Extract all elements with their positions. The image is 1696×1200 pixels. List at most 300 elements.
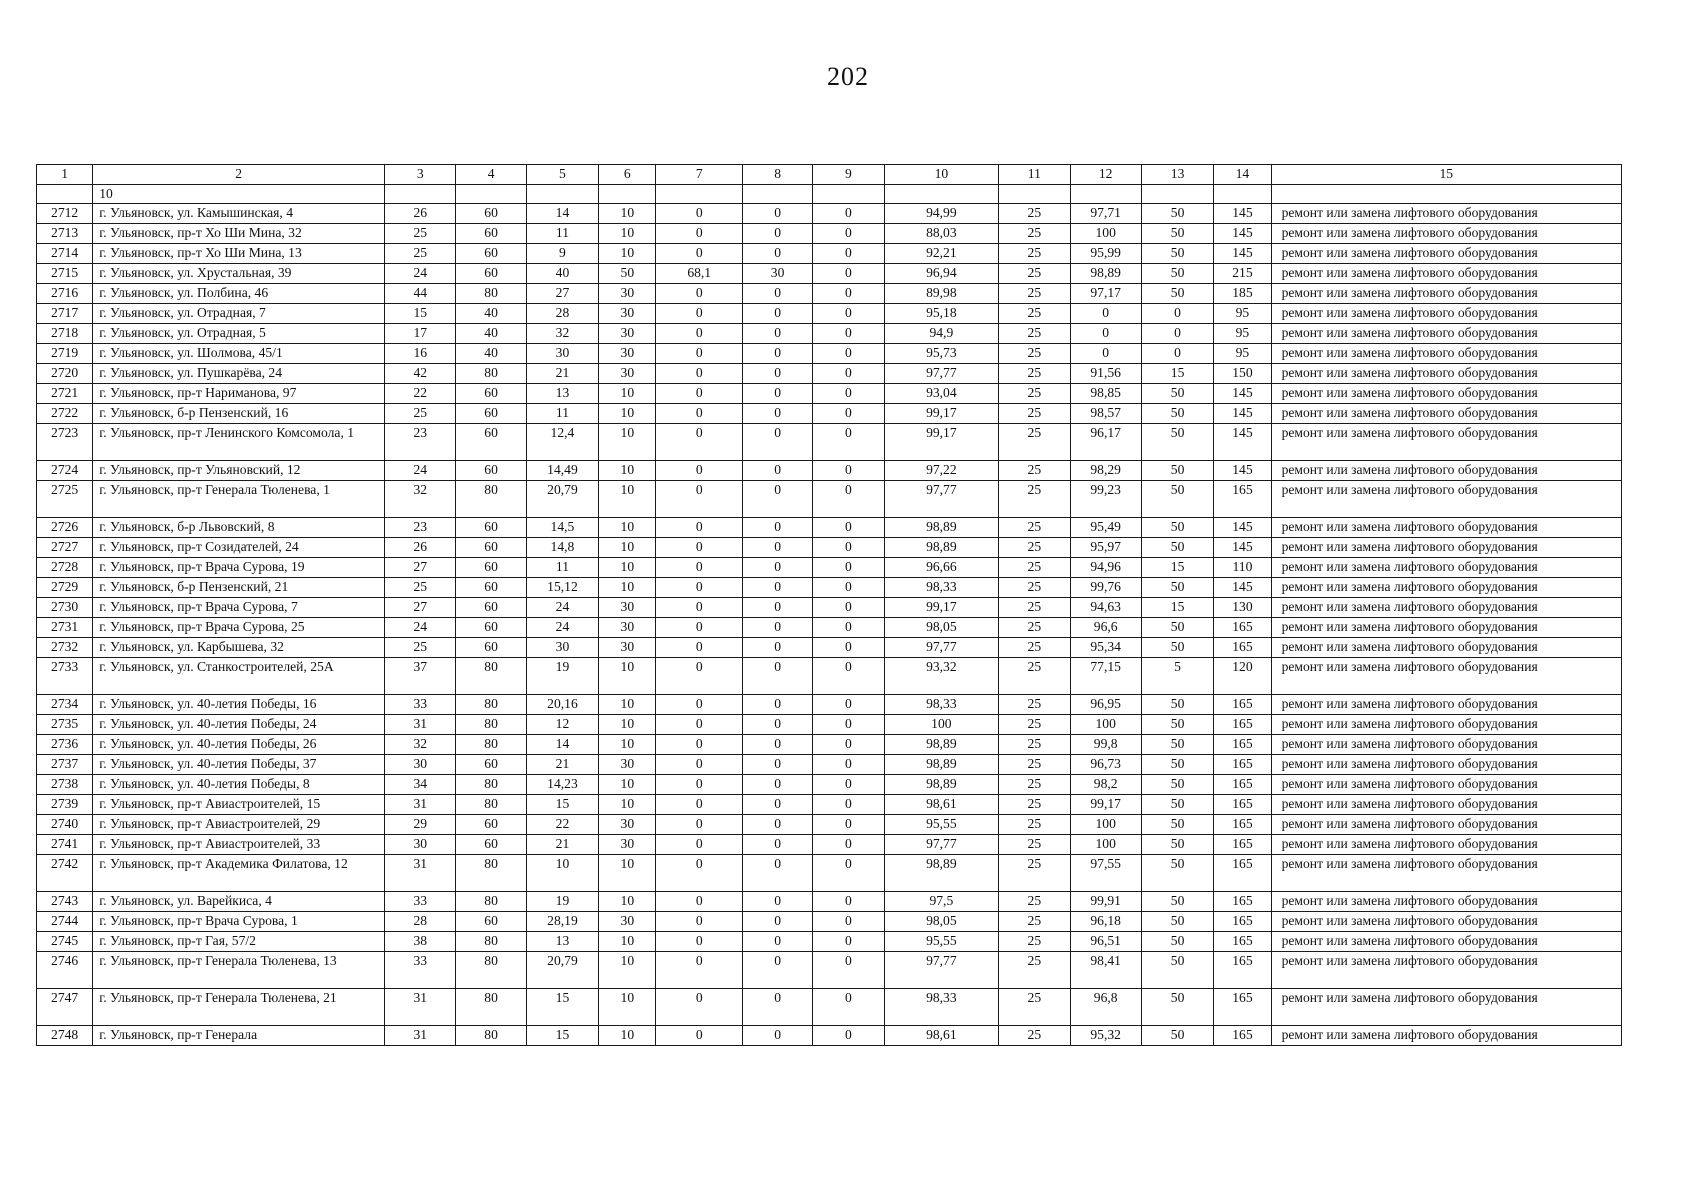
value-cell: 96,17 bbox=[1070, 424, 1141, 461]
value-cell: 0 bbox=[742, 364, 812, 384]
value-cell: 40 bbox=[526, 264, 598, 284]
table-row bbox=[37, 598, 1622, 618]
value-cell: 25 bbox=[999, 715, 1070, 735]
value-cell: 0 bbox=[813, 795, 884, 815]
value-cell: 0 bbox=[656, 578, 742, 598]
value-cell: 50 bbox=[1141, 204, 1213, 224]
value-cell: 30 bbox=[742, 264, 812, 284]
value-cell: 150 bbox=[1214, 364, 1271, 384]
address-cell: г. Ульяновск, б-р Пензенский, 16 bbox=[93, 404, 385, 424]
row-number-cell: 2742 bbox=[37, 855, 93, 892]
value-cell: 25 bbox=[999, 324, 1070, 344]
value-cell: 11 bbox=[526, 224, 598, 244]
work-type-cell: ремонт или замена лифтового оборудования bbox=[1271, 735, 1621, 755]
value-cell: 80 bbox=[456, 855, 526, 892]
value-cell: 11 bbox=[526, 404, 598, 424]
value-cell: 32 bbox=[385, 735, 456, 755]
value-cell: 98,2 bbox=[1070, 775, 1141, 795]
value-cell: 95,34 bbox=[1070, 638, 1141, 658]
value-cell: 0 bbox=[742, 461, 812, 481]
value-cell: 10 bbox=[599, 715, 656, 735]
value-cell: 0 bbox=[742, 755, 812, 775]
value-cell: 91,56 bbox=[1070, 364, 1141, 384]
value-cell: 95,73 bbox=[884, 344, 999, 364]
value-cell: 50 bbox=[1141, 715, 1213, 735]
value-cell: 98,61 bbox=[884, 795, 999, 815]
value-cell: 95,18 bbox=[884, 304, 999, 324]
row-number-cell: 2715 bbox=[37, 264, 93, 284]
value-cell: 0 bbox=[656, 932, 742, 952]
value-cell: 96,66 bbox=[884, 558, 999, 578]
address-cell: г. Ульяновск, пр-т Генерала bbox=[93, 1026, 385, 1046]
value-cell: 50 bbox=[1141, 952, 1213, 989]
value-cell: 0 bbox=[742, 658, 812, 695]
value-cell: 0 bbox=[1070, 304, 1141, 324]
value-cell: 10 bbox=[599, 892, 656, 912]
work-type-cell: ремонт или замена лифтового оборудования bbox=[1271, 695, 1621, 715]
value-cell: 97,22 bbox=[884, 461, 999, 481]
value-cell: 97,77 bbox=[884, 638, 999, 658]
value-cell: 29 bbox=[385, 815, 456, 835]
value-cell: 98,89 bbox=[884, 538, 999, 558]
value-cell: 97,71 bbox=[1070, 204, 1141, 224]
value-cell: 60 bbox=[456, 244, 526, 264]
value-cell: 77,15 bbox=[1070, 658, 1141, 695]
row-number-cell: 2732 bbox=[37, 638, 93, 658]
work-type-cell: ремонт или замена лифтового оборудования bbox=[1271, 892, 1621, 912]
value-cell: 98,89 bbox=[884, 518, 999, 538]
section-empty-cell bbox=[742, 185, 812, 204]
table-row bbox=[37, 715, 1622, 735]
value-cell: 30 bbox=[599, 755, 656, 775]
value-cell: 0 bbox=[813, 835, 884, 855]
row-number-cell: 2741 bbox=[37, 835, 93, 855]
value-cell: 10 bbox=[599, 952, 656, 989]
value-cell: 40 bbox=[456, 344, 526, 364]
table-row bbox=[37, 284, 1622, 304]
value-cell: 100 bbox=[884, 715, 999, 735]
value-cell: 23 bbox=[385, 518, 456, 538]
table-row bbox=[37, 618, 1622, 638]
value-cell: 0 bbox=[656, 404, 742, 424]
work-type-cell: ремонт или замена лифтового оборудования bbox=[1271, 578, 1621, 598]
value-cell: 0 bbox=[742, 638, 812, 658]
address-cell: г. Ульяновск, пр-т Генерала Тюленева, 13 bbox=[93, 952, 385, 989]
value-cell: 0 bbox=[742, 404, 812, 424]
row-number-cell: 2737 bbox=[37, 755, 93, 775]
table-row bbox=[37, 344, 1622, 364]
value-cell: 27 bbox=[526, 284, 598, 304]
work-type-cell: ремонт или замена лифтового оборудования bbox=[1271, 1026, 1621, 1046]
value-cell: 60 bbox=[456, 638, 526, 658]
value-cell: 25 bbox=[999, 558, 1070, 578]
row-number-cell: 2747 bbox=[37, 989, 93, 1026]
value-cell: 30 bbox=[599, 835, 656, 855]
table-row bbox=[37, 755, 1622, 775]
address-cell: г. Ульяновск, ул. Станкостроителей, 25А bbox=[93, 658, 385, 695]
section-empty-cell bbox=[884, 185, 999, 204]
value-cell: 0 bbox=[813, 204, 884, 224]
value-cell: 95 bbox=[1214, 324, 1271, 344]
row-number-cell: 2744 bbox=[37, 912, 93, 932]
value-cell: 15,12 bbox=[526, 578, 598, 598]
value-cell: 24 bbox=[385, 618, 456, 638]
row-number-cell: 2720 bbox=[37, 364, 93, 384]
column-number: 11 bbox=[999, 165, 1070, 185]
table-row bbox=[37, 304, 1622, 324]
value-cell: 98,89 bbox=[884, 735, 999, 755]
value-cell: 0 bbox=[813, 424, 884, 461]
value-cell: 80 bbox=[456, 695, 526, 715]
value-cell: 80 bbox=[456, 952, 526, 989]
table-row bbox=[37, 835, 1622, 855]
value-cell: 10 bbox=[599, 424, 656, 461]
value-cell: 0 bbox=[1141, 324, 1213, 344]
value-cell: 98,05 bbox=[884, 618, 999, 638]
value-cell: 22 bbox=[385, 384, 456, 404]
value-cell: 10 bbox=[599, 932, 656, 952]
value-cell: 98,33 bbox=[884, 578, 999, 598]
value-cell: 145 bbox=[1214, 578, 1271, 598]
table-row bbox=[37, 578, 1622, 598]
value-cell: 10 bbox=[599, 795, 656, 815]
value-cell: 60 bbox=[456, 518, 526, 538]
value-cell: 25 bbox=[999, 989, 1070, 1026]
value-cell: 99,23 bbox=[1070, 481, 1141, 518]
value-cell: 0 bbox=[813, 518, 884, 538]
value-cell: 30 bbox=[385, 755, 456, 775]
work-type-cell: ремонт или замена лифтового оборудования bbox=[1271, 384, 1621, 404]
value-cell: 80 bbox=[456, 1026, 526, 1046]
row-number-cell: 2717 bbox=[37, 304, 93, 324]
value-cell: 0 bbox=[813, 224, 884, 244]
row-number-cell: 2740 bbox=[37, 815, 93, 835]
value-cell: 27 bbox=[385, 558, 456, 578]
value-cell: 80 bbox=[456, 284, 526, 304]
table-row bbox=[37, 224, 1622, 244]
address-cell: г. Ульяновск, пр-т Хо Ши Мина, 13 bbox=[93, 244, 385, 264]
column-number: 12 bbox=[1070, 165, 1141, 185]
value-cell: 68,1 bbox=[656, 264, 742, 284]
address-cell: г. Ульяновск, пр-т Генерала Тюленева, 1 bbox=[93, 481, 385, 518]
value-cell: 94,9 bbox=[884, 324, 999, 344]
row-number-cell: 2727 bbox=[37, 538, 93, 558]
work-type-cell: ремонт или замена лифтового оборудования bbox=[1271, 264, 1621, 284]
work-type-cell: ремонт или замена лифтового оборудования bbox=[1271, 424, 1621, 461]
value-cell: 97,55 bbox=[1070, 855, 1141, 892]
address-cell: г. Ульяновск, пр-т Авиастроителей, 29 bbox=[93, 815, 385, 835]
value-cell: 25 bbox=[999, 284, 1070, 304]
column-number: 14 bbox=[1214, 165, 1271, 185]
table-row bbox=[37, 461, 1622, 481]
table-row bbox=[37, 518, 1622, 538]
value-cell: 15 bbox=[1141, 598, 1213, 618]
value-cell: 0 bbox=[813, 598, 884, 618]
value-cell: 0 bbox=[813, 735, 884, 755]
value-cell: 50 bbox=[1141, 638, 1213, 658]
value-cell: 0 bbox=[656, 384, 742, 404]
value-cell: 96,95 bbox=[1070, 695, 1141, 715]
value-cell: 30 bbox=[599, 284, 656, 304]
value-cell: 15 bbox=[1141, 364, 1213, 384]
value-cell: 0 bbox=[813, 364, 884, 384]
value-cell: 99,17 bbox=[884, 404, 999, 424]
value-cell: 13 bbox=[526, 384, 598, 404]
table-row bbox=[37, 912, 1622, 932]
value-cell: 89,98 bbox=[884, 284, 999, 304]
section-empty-cell bbox=[37, 185, 93, 204]
table-row bbox=[37, 424, 1622, 461]
value-cell: 0 bbox=[742, 244, 812, 264]
value-cell: 37 bbox=[385, 658, 456, 695]
value-cell: 97,77 bbox=[884, 481, 999, 518]
section-label: 10 bbox=[93, 185, 385, 204]
value-cell: 30 bbox=[526, 638, 598, 658]
data-table bbox=[36, 164, 1622, 1046]
value-cell: 30 bbox=[599, 638, 656, 658]
value-cell: 25 bbox=[999, 795, 1070, 815]
value-cell: 17 bbox=[385, 324, 456, 344]
row-number-cell: 2722 bbox=[37, 404, 93, 424]
value-cell: 25 bbox=[999, 364, 1070, 384]
value-cell: 165 bbox=[1214, 952, 1271, 989]
work-type-cell: ремонт или замена лифтового оборудования bbox=[1271, 795, 1621, 815]
table-row bbox=[37, 204, 1622, 224]
value-cell: 60 bbox=[456, 618, 526, 638]
value-cell: 60 bbox=[456, 404, 526, 424]
value-cell: 27 bbox=[385, 598, 456, 618]
value-cell: 30 bbox=[599, 598, 656, 618]
row-number-cell: 2735 bbox=[37, 715, 93, 735]
value-cell: 97,77 bbox=[884, 835, 999, 855]
value-cell: 0 bbox=[813, 481, 884, 518]
value-cell: 20,16 bbox=[526, 695, 598, 715]
value-cell: 80 bbox=[456, 892, 526, 912]
value-cell: 0 bbox=[813, 244, 884, 264]
work-type-cell: ремонт или замена лифтового оборудования bbox=[1271, 304, 1621, 324]
work-type-cell: ремонт или замена лифтового оборудования bbox=[1271, 715, 1621, 735]
address-cell: г. Ульяновск, пр-т Авиастроителей, 15 bbox=[93, 795, 385, 815]
value-cell: 30 bbox=[599, 324, 656, 344]
value-cell: 10 bbox=[599, 658, 656, 695]
value-cell: 0 bbox=[742, 518, 812, 538]
column-number: 5 bbox=[526, 165, 598, 185]
value-cell: 95,49 bbox=[1070, 518, 1141, 538]
value-cell: 0 bbox=[813, 775, 884, 795]
value-cell: 33 bbox=[385, 952, 456, 989]
value-cell: 98,61 bbox=[884, 1026, 999, 1046]
value-cell: 0 bbox=[656, 912, 742, 932]
value-cell: 99,17 bbox=[884, 424, 999, 461]
value-cell: 25 bbox=[385, 224, 456, 244]
value-cell: 98,33 bbox=[884, 695, 999, 715]
value-cell: 0 bbox=[742, 1026, 812, 1046]
value-cell: 98,89 bbox=[884, 775, 999, 795]
address-cell: г. Ульяновск, ул. 40-летия Победы, 8 bbox=[93, 775, 385, 795]
work-type-cell: ремонт или замена лифтового оборудования bbox=[1271, 364, 1621, 384]
value-cell: 145 bbox=[1214, 224, 1271, 244]
value-cell: 32 bbox=[385, 481, 456, 518]
address-cell: г. Ульяновск, пр-т Хо Ши Мина, 32 bbox=[93, 224, 385, 244]
value-cell: 50 bbox=[1141, 695, 1213, 715]
address-cell: г. Ульяновск, пр-т Ульяновский, 12 bbox=[93, 461, 385, 481]
row-number-cell: 2734 bbox=[37, 695, 93, 715]
section-empty-cell bbox=[656, 185, 742, 204]
value-cell: 0 bbox=[656, 538, 742, 558]
address-cell: г. Ульяновск, пр-т Гая, 57/2 bbox=[93, 932, 385, 952]
work-type-cell: ремонт или замена лифтового оборудования bbox=[1271, 598, 1621, 618]
value-cell: 50 bbox=[1141, 481, 1213, 518]
work-type-cell: ремонт или замена лифтового оборудования bbox=[1271, 775, 1621, 795]
value-cell: 80 bbox=[456, 481, 526, 518]
value-cell: 0 bbox=[742, 695, 812, 715]
value-cell: 80 bbox=[456, 715, 526, 735]
value-cell: 25 bbox=[999, 912, 1070, 932]
value-cell: 21 bbox=[526, 835, 598, 855]
section-empty-cell bbox=[599, 185, 656, 204]
table-row bbox=[37, 1026, 1622, 1046]
value-cell: 25 bbox=[385, 404, 456, 424]
value-cell: 0 bbox=[656, 244, 742, 264]
value-cell: 25 bbox=[999, 481, 1070, 518]
page-number: 202 bbox=[827, 62, 869, 91]
value-cell: 145 bbox=[1214, 424, 1271, 461]
row-number-cell: 2713 bbox=[37, 224, 93, 244]
value-cell: 24 bbox=[526, 598, 598, 618]
value-cell: 0 bbox=[813, 1026, 884, 1046]
value-cell: 10 bbox=[599, 461, 656, 481]
value-cell: 19 bbox=[526, 892, 598, 912]
value-cell: 50 bbox=[1141, 795, 1213, 815]
value-cell: 0 bbox=[656, 284, 742, 304]
section-row bbox=[37, 185, 1622, 204]
value-cell: 0 bbox=[813, 658, 884, 695]
value-cell: 50 bbox=[1141, 404, 1213, 424]
value-cell: 145 bbox=[1214, 204, 1271, 224]
table-row bbox=[37, 481, 1622, 518]
value-cell: 80 bbox=[456, 658, 526, 695]
value-cell: 14,23 bbox=[526, 775, 598, 795]
column-number: 2 bbox=[93, 165, 385, 185]
value-cell: 0 bbox=[813, 284, 884, 304]
table-row bbox=[37, 658, 1622, 695]
value-cell: 80 bbox=[456, 775, 526, 795]
value-cell: 25 bbox=[999, 264, 1070, 284]
section-empty-cell bbox=[999, 185, 1070, 204]
value-cell: 25 bbox=[999, 735, 1070, 755]
value-cell: 120 bbox=[1214, 658, 1271, 695]
value-cell: 0 bbox=[656, 461, 742, 481]
value-cell: 99,8 bbox=[1070, 735, 1141, 755]
table-row bbox=[37, 638, 1622, 658]
value-cell: 165 bbox=[1214, 481, 1271, 518]
value-cell: 0 bbox=[656, 855, 742, 892]
value-cell: 92,21 bbox=[884, 244, 999, 264]
value-cell: 165 bbox=[1214, 932, 1271, 952]
value-cell: 28 bbox=[385, 912, 456, 932]
work-type-cell: ремонт или замена лифтового оборудования bbox=[1271, 835, 1621, 855]
value-cell: 0 bbox=[656, 775, 742, 795]
value-cell: 95 bbox=[1214, 344, 1271, 364]
value-cell: 0 bbox=[656, 364, 742, 384]
value-cell: 0 bbox=[656, 558, 742, 578]
value-cell: 93,32 bbox=[884, 658, 999, 695]
value-cell: 60 bbox=[456, 835, 526, 855]
value-cell: 95,55 bbox=[884, 815, 999, 835]
value-cell: 98,33 bbox=[884, 989, 999, 1026]
value-cell: 0 bbox=[742, 618, 812, 638]
value-cell: 130 bbox=[1214, 598, 1271, 618]
value-cell: 0 bbox=[742, 735, 812, 755]
value-cell: 10 bbox=[599, 735, 656, 755]
value-cell: 50 bbox=[1141, 284, 1213, 304]
row-number-cell: 2714 bbox=[37, 244, 93, 264]
column-number: 7 bbox=[656, 165, 742, 185]
value-cell: 98,29 bbox=[1070, 461, 1141, 481]
value-cell: 50 bbox=[1141, 855, 1213, 892]
value-cell: 0 bbox=[1141, 344, 1213, 364]
value-cell: 98,57 bbox=[1070, 404, 1141, 424]
value-cell: 88,03 bbox=[884, 224, 999, 244]
work-type-cell: ремонт или замена лифтового оборудования bbox=[1271, 932, 1621, 952]
address-cell: г. Ульяновск, пр-т Врача Сурова, 19 bbox=[93, 558, 385, 578]
value-cell: 31 bbox=[385, 855, 456, 892]
value-cell: 60 bbox=[456, 384, 526, 404]
value-cell: 60 bbox=[456, 461, 526, 481]
value-cell: 165 bbox=[1214, 1026, 1271, 1046]
value-cell: 0 bbox=[742, 304, 812, 324]
value-cell: 215 bbox=[1214, 264, 1271, 284]
row-number-cell: 2738 bbox=[37, 775, 93, 795]
value-cell: 95,55 bbox=[884, 932, 999, 952]
table-row bbox=[37, 892, 1622, 912]
value-cell: 165 bbox=[1214, 775, 1271, 795]
value-cell: 20,79 bbox=[526, 952, 598, 989]
row-number-cell: 2716 bbox=[37, 284, 93, 304]
value-cell: 0 bbox=[742, 424, 812, 461]
column-number: 15 bbox=[1271, 165, 1621, 185]
value-cell: 97,77 bbox=[884, 952, 999, 989]
value-cell: 165 bbox=[1214, 695, 1271, 715]
value-cell: 25 bbox=[999, 424, 1070, 461]
value-cell: 80 bbox=[456, 795, 526, 815]
value-cell: 100 bbox=[1070, 815, 1141, 835]
value-cell: 100 bbox=[1070, 224, 1141, 244]
work-type-cell: ремонт или замена лифтового оборудования bbox=[1271, 518, 1621, 538]
value-cell: 24 bbox=[385, 264, 456, 284]
work-type-cell: ремонт или замена лифтового оборудования bbox=[1271, 815, 1621, 835]
value-cell: 0 bbox=[742, 892, 812, 912]
value-cell: 25 bbox=[999, 1026, 1070, 1046]
value-cell: 0 bbox=[813, 755, 884, 775]
value-cell: 25 bbox=[999, 538, 1070, 558]
value-cell: 50 bbox=[1141, 618, 1213, 638]
value-cell: 0 bbox=[742, 538, 812, 558]
value-cell: 0 bbox=[813, 638, 884, 658]
value-cell: 0 bbox=[656, 518, 742, 538]
value-cell: 30 bbox=[599, 912, 656, 932]
value-cell: 0 bbox=[742, 855, 812, 892]
address-cell: г. Ульяновск, ул. 40-летия Победы, 26 bbox=[93, 735, 385, 755]
value-cell: 0 bbox=[813, 384, 884, 404]
value-cell: 25 bbox=[999, 638, 1070, 658]
value-cell: 50 bbox=[1141, 224, 1213, 244]
row-number-cell: 2721 bbox=[37, 384, 93, 404]
table-row bbox=[37, 989, 1622, 1026]
value-cell: 50 bbox=[1141, 775, 1213, 795]
value-cell: 99,76 bbox=[1070, 578, 1141, 598]
value-cell: 0 bbox=[656, 835, 742, 855]
